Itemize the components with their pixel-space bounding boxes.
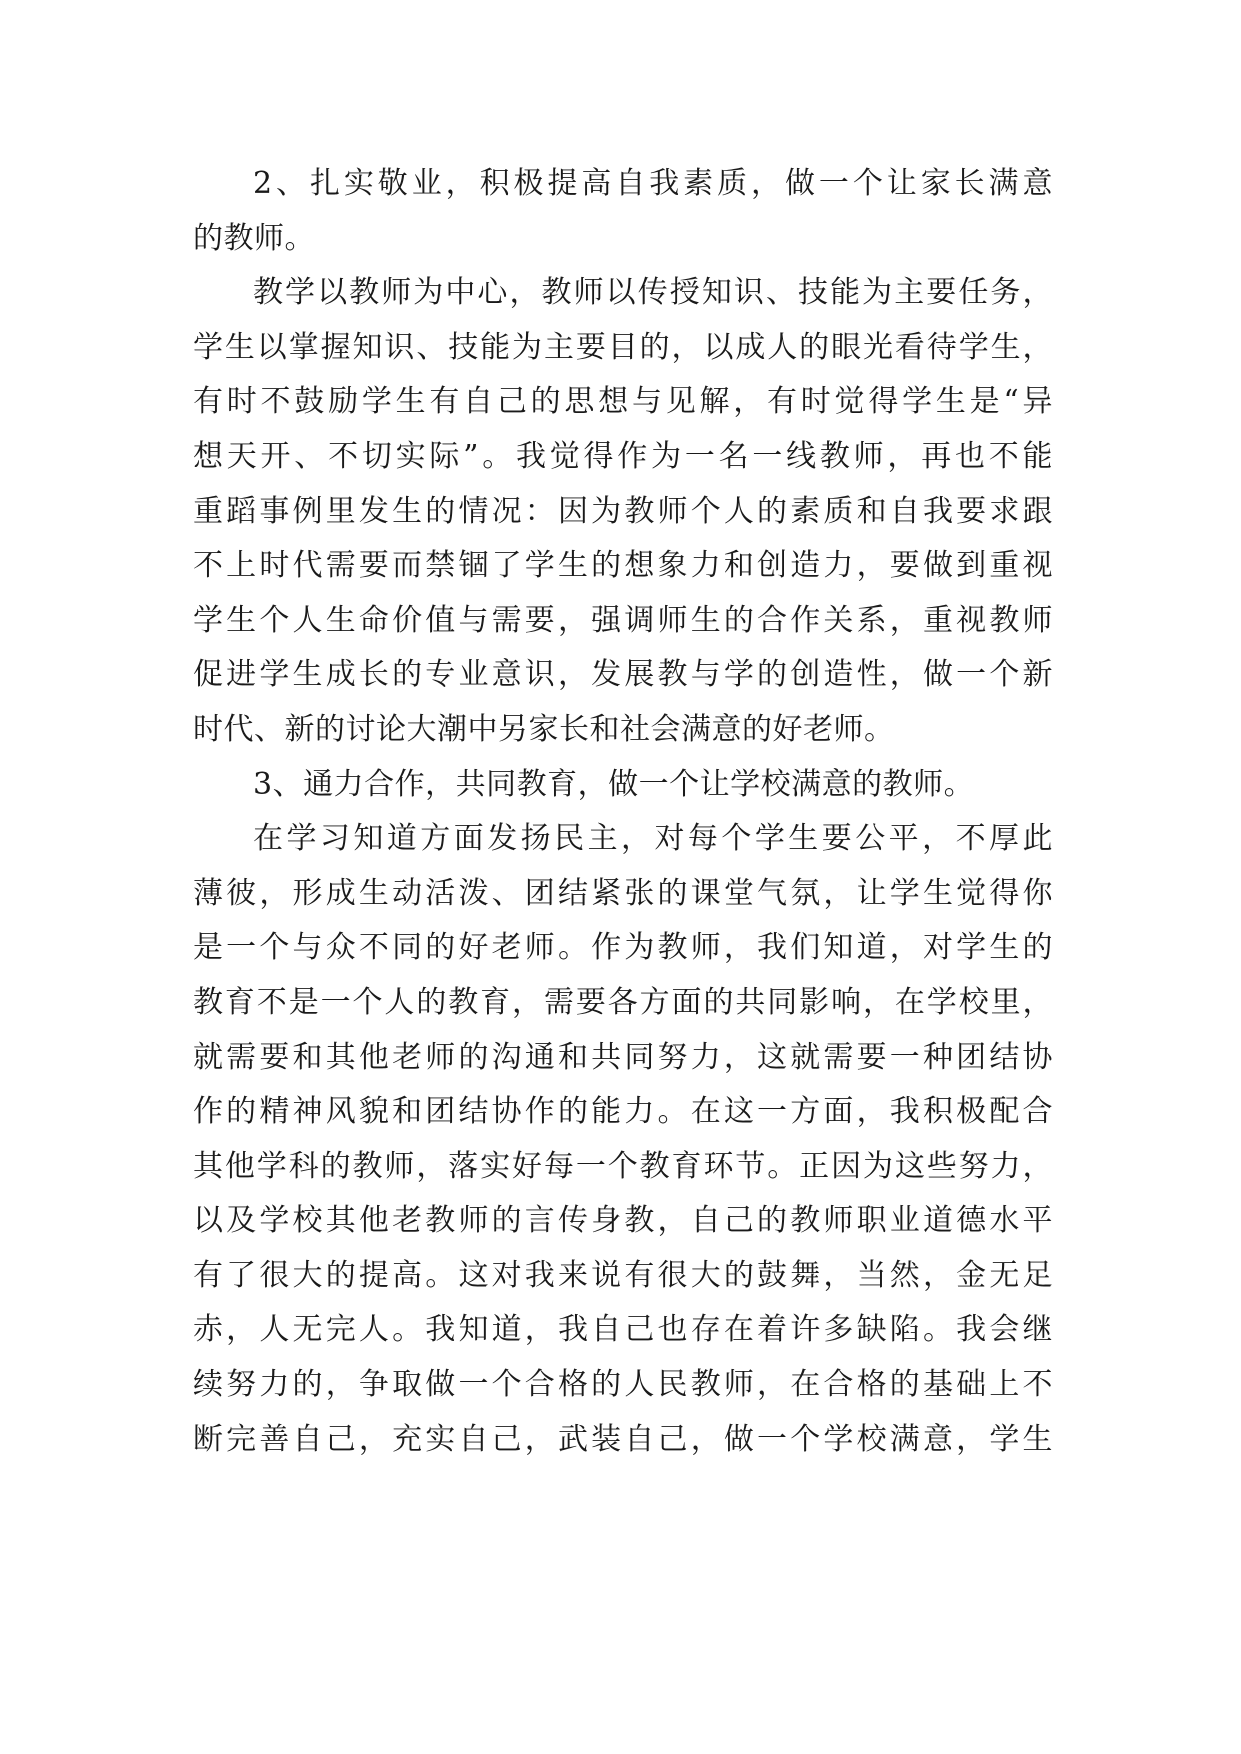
text-line: 续努力的，争取做一个合格的人民教师，在合格的基础上不: [193, 1367, 1053, 1403]
text-line: 教学以教师为中心，教师以传授知识、技能为主要任务，: [253, 275, 1053, 311]
text-line: 作的精神风貌和团结协作的能力。在这一方面，我积极配合: [193, 1094, 1053, 1130]
text-line: 就需要和其他老师的沟通和共同努力，这就需要一种团结协: [193, 1039, 1053, 1075]
text-line: 教育不是一个人的教育，需要各方面的共同影响，在学校里，: [193, 984, 1053, 1020]
text-line: 有了很大的提高。这对我来说有很大的鼓舞，当然，金无足: [193, 1257, 1053, 1293]
section-heading-3: 3、通力合作，共同教育，做一个让学校满意的教师。: [253, 766, 975, 802]
text-line: 其他学科的教师，落实好每一个教育环节。正因为这些努力，: [193, 1148, 1053, 1184]
text-line: 促进学生成长的专业意识，发展教与学的创造性，做一个新: [193, 657, 1053, 693]
text-line: 学生以掌握知识、技能为主要目的，以成人的眼光看待学生，: [193, 329, 1053, 365]
text-line: 赤，人无完人。我知道，我自己也存在着许多缺陷。我会继: [193, 1312, 1053, 1348]
text-line: 时代、新的讨论大潮中另家长和社会满意的好老师。: [193, 711, 895, 747]
section-heading-2: 2、扎实敬业，积极提高自我素质，做一个让家长满意: [253, 166, 1053, 201]
text-line: 学生个人生命价值与需要，强调师生的合作关系，重视教师: [193, 602, 1053, 638]
text-line: 是一个与众不同的好老师。作为教师，我们知道，对学生的: [193, 930, 1053, 966]
text-line: 想天开、不切实际”。我觉得作为一名一线教师，再也不能: [193, 438, 1053, 474]
text-line: 薄彼，形成生动活泼、团结紧张的课堂气氛，让学生觉得你: [193, 875, 1053, 911]
text-line: 重蹈事例里发生的情况：因为教师个人的素质和自我要求跟: [193, 493, 1053, 529]
text-line: 有时不鼓励学生有自己的思想与见解，有时觉得学生是“异: [193, 384, 1053, 420]
text-line: 以及学校其他老教师的言传身教，自己的教师职业道德水平: [193, 1203, 1053, 1239]
text-line: 不上时代需要而禁锢了学生的想象力和创造力，要做到重视: [193, 548, 1053, 584]
text-line: 在学习知道方面发扬民主，对每个学生要公平，不厚此: [253, 821, 1053, 857]
text-line: 的教师。: [193, 220, 315, 256]
document-body: [193, 157, 1053, 1467]
text-line: 断完善自己，充实自己，武装自己，做一个学校满意，学生: [193, 1421, 1053, 1457]
